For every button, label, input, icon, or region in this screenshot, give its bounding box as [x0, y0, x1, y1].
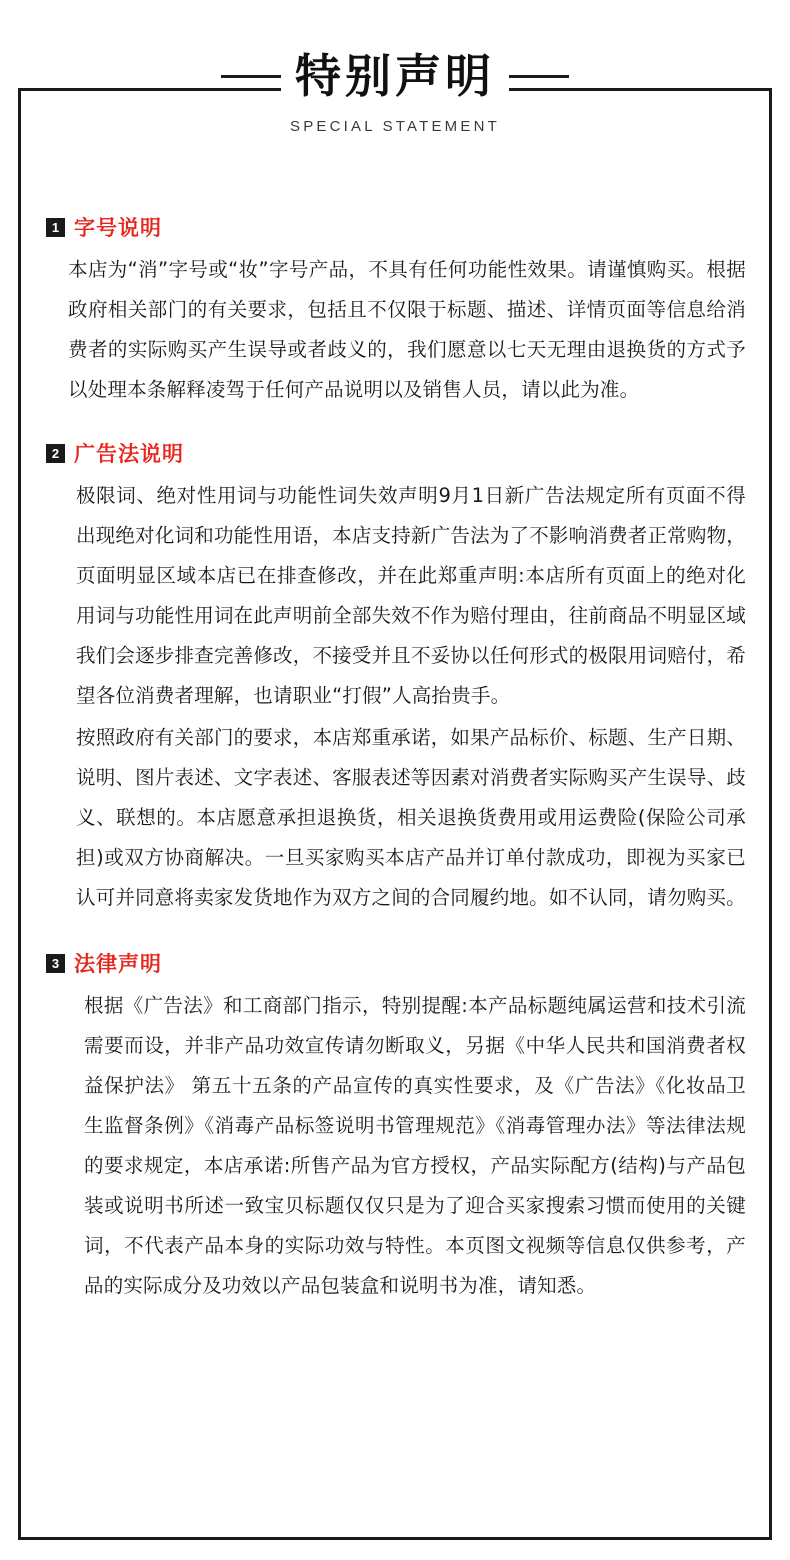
section-paragraph: 本店为“消”字号或“妆”字号产品，不具有任何功能性效果。请谨慎购买。根据政府相关部门的有关要求，包括且不仅限于标题、描述、详情页面等信息给消费者的实际购买产生误导或者歧义的，我们愿意以七天无理由退换货的方式予以处理本条解释凌驾于任何产品说明以及销售人员，请以此为准。 — [68, 258, 746, 401]
section-heading — [46, 438, 746, 468]
title-rule-left — [221, 75, 281, 78]
page-subtitle: SPECIAL STATEMENT — [290, 118, 500, 135]
page-title: 特别声明 — [281, 48, 509, 104]
section-heading — [46, 948, 746, 978]
page-header — [0, 0, 790, 135]
section-title: 字号说明 — [74, 216, 162, 240]
section-heading — [46, 212, 746, 242]
section-font-number — [46, 212, 746, 410]
section-paragraph: 按照政府有关部门的要求，本店郑重承诺，如果产品标价、标题、生产日期、说明、图片表述、文字表述、客服表述等因素对消费者实际购买产生误导、歧义、联想的。本店愿意承担退换货，相关退换货费用或用运费险(保险公司承担)或双方协商解决。一旦买家购买本店产品并订单付款成功，即视为买家已认可并同意将卖家发货地作为双方之间的合同履约地。如不认同，请勿购买。 — [76, 726, 746, 909]
section-number-badge: 2 — [46, 444, 65, 463]
section-legal-statement — [46, 948, 746, 1306]
section-paragraph: 极限词、绝对性用词与功能性词失效声明9月1日新广告法规定所有页面不得出现绝对化词和功能性用语，本店支持新广告法为了不影响消费者正常购物，页面明显区域本店已在排查修改，并在此郑重声明:本店所有页面上的绝对化用词与功能性用词在此声明前全部失效不作为赔付理由，往前商品不明显区域我们会逐步排查完善修改，不接受并且不妥协以任何形式的极限用词赔付，希望各位消费者理解，也请职业“打假”人高抬贵手。 — [76, 484, 746, 707]
section-title: 法律声明 — [74, 952, 162, 976]
section-advertising-law — [46, 438, 746, 918]
section-number-badge: 1 — [46, 218, 65, 237]
section-title: 广告法说明 — [74, 442, 184, 466]
section-paragraph: 根据《广告法》和工商部门指示，特别提醒:本产品标题纯属运营和技术引流需要而设，并非产品功效宣传请勿断取义，另据《中华人民共和国消费者权益保护法》 第五十五条的产品宣传的真实性要求，及《广告法》《化妆品卫生监督条例》《消毒产品标签说明书管理规范》《消毒管理办法》等法律法规的要求规定，本店承诺:所售产品为官方授权，产品实际配方(结构)与产品包装或说明书所述一致宝贝标题仅仅只是为了迎合买家搜索习惯而使用的关键词，不代表产品本身的实际功效与特性。本页图文视频等信息仅供参考，产品的实际成分及功效以产品包装盒和说明书为准，请知悉。 — [84, 994, 746, 1297]
title-rule-right — [509, 75, 569, 78]
title-row — [0, 40, 790, 112]
section-number-badge: 3 — [46, 954, 65, 973]
statement-body — [46, 212, 746, 1332]
